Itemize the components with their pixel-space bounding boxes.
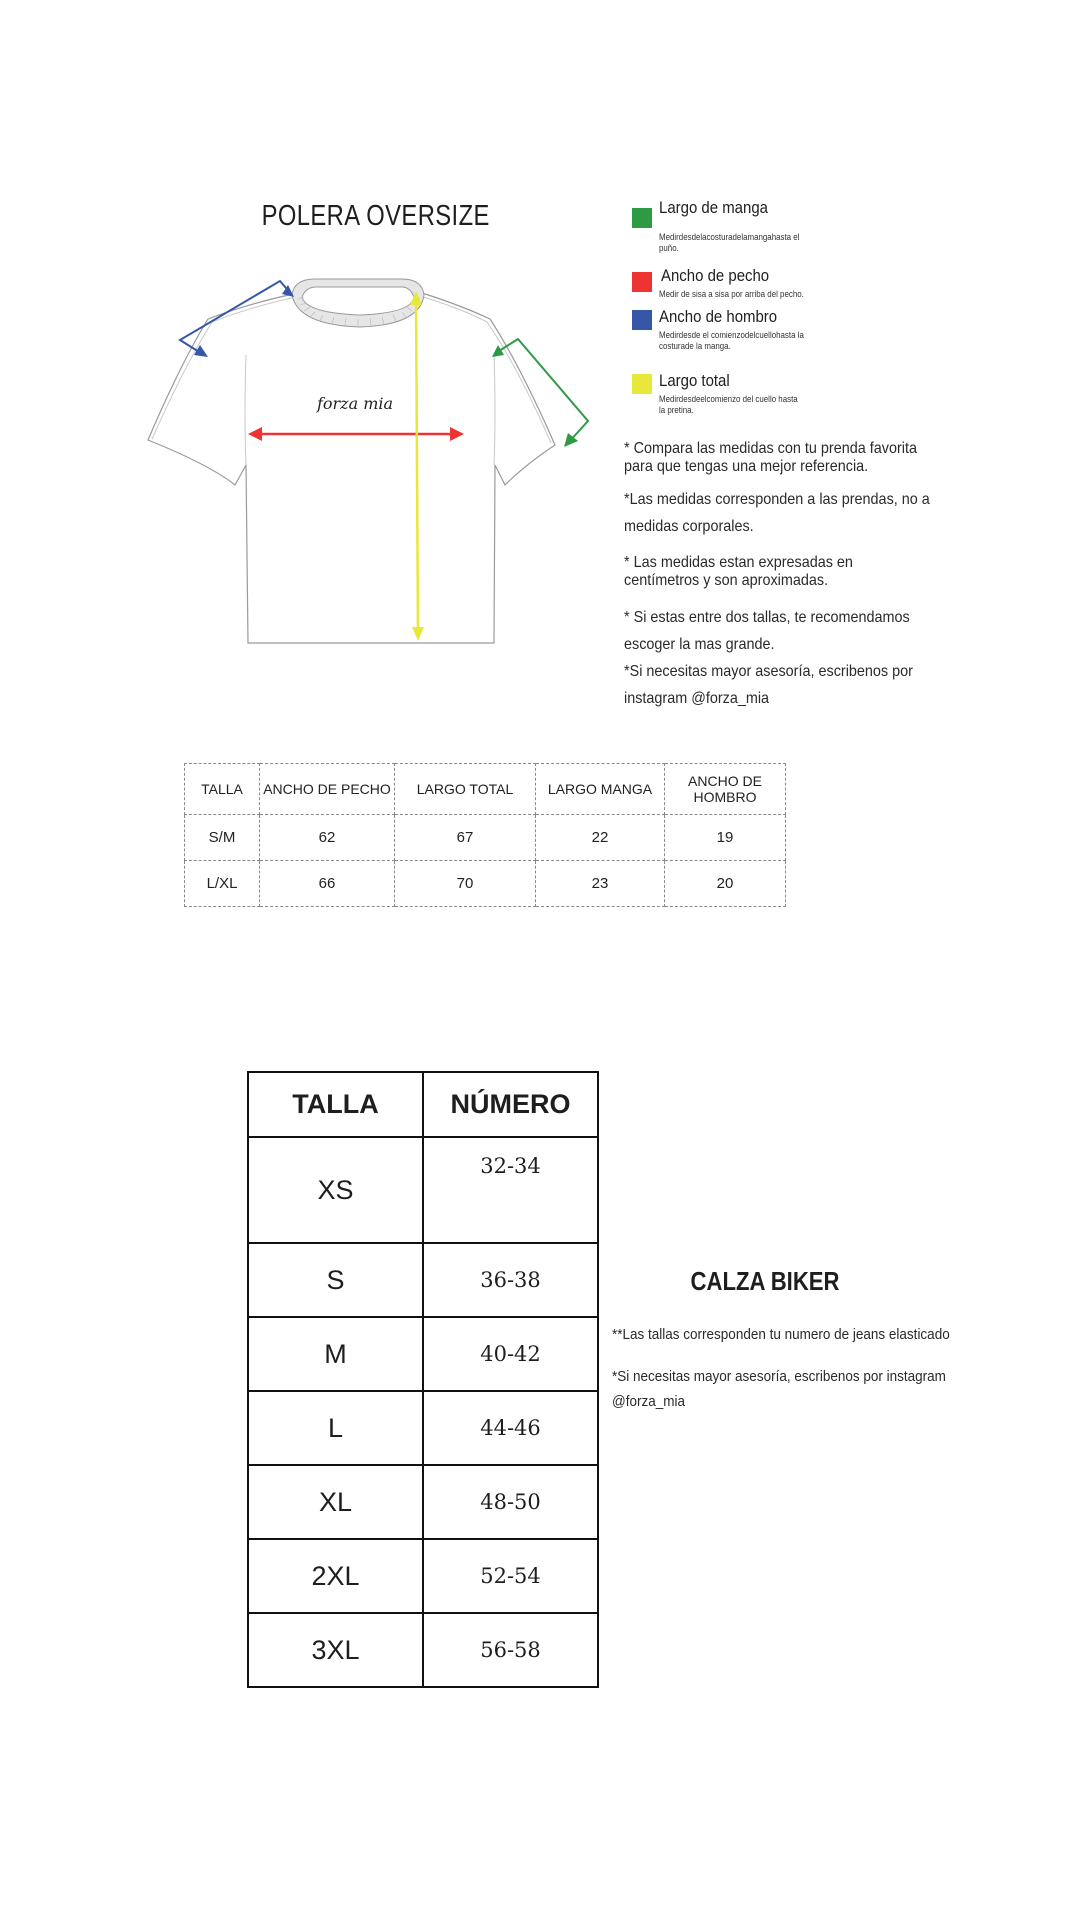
- table-row: [248, 1539, 598, 1613]
- tshirt-logo: forza mia: [316, 394, 394, 413]
- size-cell: XS: [248, 1137, 423, 1243]
- size-cell: S: [248, 1243, 423, 1317]
- legend-desc-largo-manga: Medirdesdelacosturadelamangahasta el puño.: [659, 232, 800, 253]
- table-row: [248, 1137, 598, 1243]
- note-dos-tallas: * Si estas entre dos tallas, te recomendamos escoger la mas grande.: [624, 609, 910, 653]
- legend-desc-largo-total: Medirdesdeelcomienzo del cuello hasta la pretina.: [659, 394, 798, 415]
- legend-label-ancho-hombro: Ancho de hombro: [659, 307, 778, 326]
- polera-size-table: [184, 763, 786, 907]
- size-cell: 2XL: [248, 1539, 423, 1613]
- table-row: [185, 815, 786, 861]
- size-cell: L: [248, 1391, 423, 1465]
- note-compare: * Compara las medidas con tu prenda favorita para que tengas una mejor referencia.: [624, 440, 917, 475]
- size-cell: 3XL: [248, 1613, 423, 1687]
- table-cell: 70: [395, 861, 536, 907]
- note-prendas: *Las medidas corresponden a las prendas, no a medidas corporales.: [624, 491, 930, 535]
- table-header: LARGO MANGA: [536, 764, 665, 815]
- number-cell: 36-38: [423, 1243, 598, 1317]
- table-cell: 23: [536, 861, 665, 907]
- calza-note-instagram: *Si necesitas mayor asesoría, escribenos por instagram @forza_mia: [612, 1368, 946, 1410]
- table-cell: 66: [260, 861, 395, 907]
- table-cell: 20: [665, 861, 786, 907]
- number-cell: 40-42: [423, 1317, 598, 1391]
- table-row: [248, 1317, 598, 1391]
- calza-title: CALZA BIKER: [690, 1266, 840, 1296]
- legend-swatch-largo-total: [632, 374, 652, 394]
- number-cell: 44-46: [423, 1391, 598, 1465]
- legend-swatch-largo-manga: [632, 208, 652, 228]
- table-header-row: [248, 1072, 598, 1137]
- table-cell: 19: [665, 815, 786, 861]
- legend-label-largo-total: Largo total: [659, 371, 730, 390]
- note-centimetros: * Las medidas estan expresadas en centímetros y son aproximadas.: [624, 554, 853, 589]
- table-row: [248, 1243, 598, 1317]
- table-header: NÚMERO: [423, 1072, 598, 1137]
- legend-label-ancho-pecho: Ancho de pecho: [661, 266, 770, 285]
- number-cell: 52-54: [423, 1539, 598, 1613]
- table-row: [185, 861, 786, 907]
- number-cell: 48-50: [423, 1465, 598, 1539]
- polera-title: POLERA OVERSIZE: [261, 200, 490, 232]
- calza-size-table: [247, 1071, 599, 1688]
- table-header: ANCHO DE PECHO: [260, 764, 395, 815]
- legend-desc-ancho-pecho: Medir de sisa a sisa por arriba del pecho.: [659, 289, 804, 299]
- note-instagram: *Si necesitas mayor asesoría, escribenos por instagram @forza_mia: [624, 663, 913, 707]
- table-cell: 22: [536, 815, 665, 861]
- table-cell: S/M: [185, 815, 260, 861]
- legend-label-largo-manga: Largo de manga: [659, 198, 768, 217]
- table-header: TALLA: [248, 1072, 423, 1137]
- table-cell: L/XL: [185, 861, 260, 907]
- table-row: [248, 1465, 598, 1539]
- size-cell: XL: [248, 1465, 423, 1539]
- tshirt-illustration: [140, 275, 600, 655]
- table-header: ANCHO DE HOMBRO: [665, 764, 786, 815]
- legend-desc-ancho-hombro: Medirdesde el comienzodelcuellohasta la costurade la manga.: [659, 330, 804, 351]
- table-cell: 67: [395, 815, 536, 861]
- table-header-row: [185, 764, 786, 815]
- legend-swatch-ancho-hombro: [632, 310, 652, 330]
- number-cell: 56-58: [423, 1613, 598, 1687]
- table-header: TALLA: [185, 764, 260, 815]
- table-row: [248, 1391, 598, 1465]
- legend-swatch-ancho-pecho: [632, 272, 652, 292]
- table-row: [248, 1613, 598, 1687]
- table-header: LARGO TOTAL: [395, 764, 536, 815]
- calza-note-jeans: **Las tallas corresponden tu numero de jeans elasticado: [612, 1326, 950, 1343]
- size-cell: M: [248, 1317, 423, 1391]
- number-cell: 32-34: [423, 1137, 598, 1243]
- table-cell: 62: [260, 815, 395, 861]
